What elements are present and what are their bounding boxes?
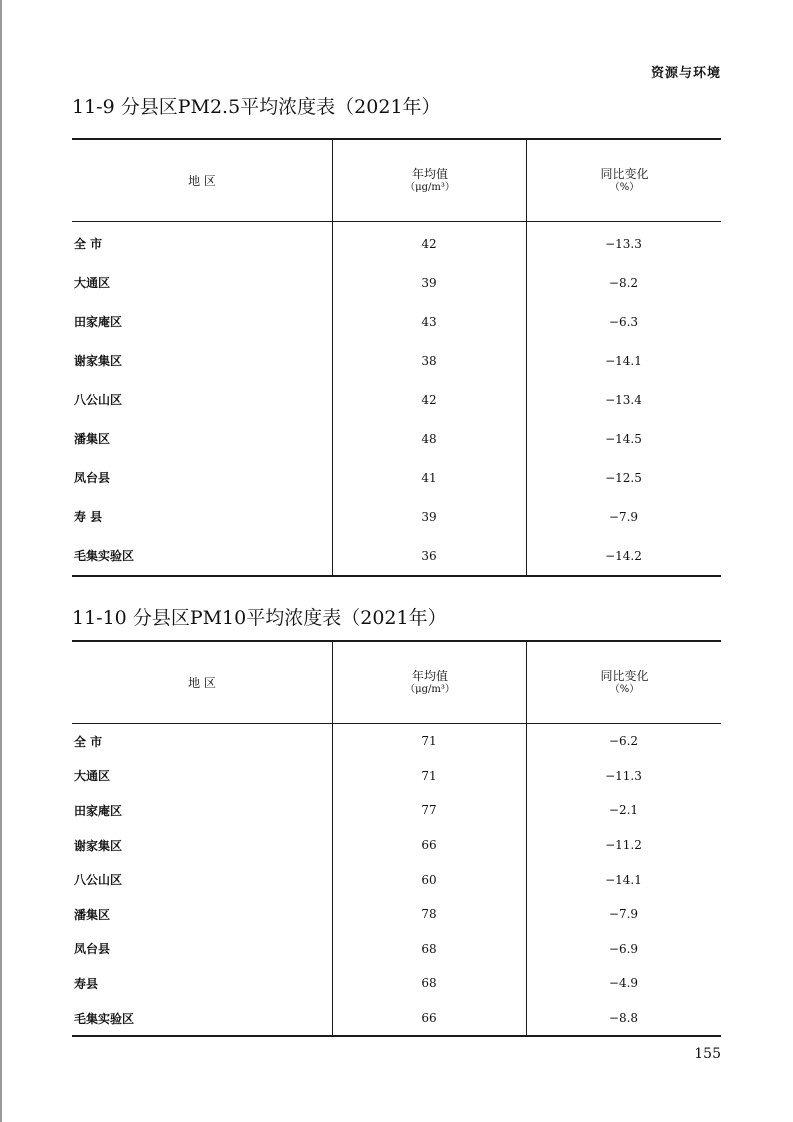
cell-value: 38 (421, 353, 437, 368)
table-row (72, 724, 721, 759)
header-area-label: 地 区 (188, 675, 216, 690)
cell-area: 八公山区 (74, 393, 123, 407)
table-row (72, 458, 721, 497)
header-change-label: 同比变化 (600, 668, 649, 683)
cell-change: −13.4 (605, 392, 642, 407)
header-change-label: 同比变化 (600, 166, 649, 181)
table-row (72, 380, 721, 419)
cell-change: −14.5 (605, 431, 642, 446)
table-row (72, 759, 721, 794)
header-change (526, 642, 722, 723)
cell-value: 71 (421, 734, 437, 749)
cell-area: 毛集实验区 (74, 549, 135, 563)
header-value (332, 140, 527, 221)
cell-value: 68 (421, 976, 437, 991)
cell-change: −12.5 (605, 470, 642, 485)
cell-change: −8.2 (608, 275, 639, 290)
cell-area: 田家庵区 (74, 803, 123, 818)
header-area-label: 地 区 (188, 173, 216, 188)
cell-area: 寿县 (74, 976, 99, 991)
table-row (72, 793, 721, 828)
header-area (72, 642, 332, 723)
cell-change: −11.3 (605, 768, 642, 783)
cell-value: 66 (421, 1011, 437, 1026)
table-title-pm10: 11-10 分县区PM10平均浓度表（2021年） (72, 607, 447, 629)
page-number: 155 (694, 1046, 721, 1062)
cell-value: 43 (421, 314, 437, 329)
cell-value: 41 (421, 470, 437, 485)
table-header (72, 640, 721, 724)
table-row (72, 302, 721, 341)
cell-area: 大通区 (74, 276, 111, 290)
cell-value: 66 (421, 838, 437, 853)
cell-area: 田家庵区 (74, 315, 123, 329)
cell-change: −13.3 (605, 236, 642, 251)
header-value-unit: （μg/m³） (405, 683, 455, 695)
cell-area: 大通区 (74, 769, 111, 784)
cell-value: 48 (421, 431, 437, 446)
cell-value: 78 (421, 907, 437, 922)
table-body (72, 222, 721, 577)
table-row (72, 897, 721, 932)
table-row (72, 966, 721, 1001)
table-body (72, 724, 721, 1037)
cell-change: −6.9 (608, 941, 639, 956)
cell-area: 全 市 (74, 734, 103, 749)
cell-area: 毛集实验区 (74, 1011, 135, 1026)
table-row (72, 341, 721, 380)
cell-change: −8.8 (608, 1011, 639, 1026)
page-edge-rule (0, 0, 2, 1122)
cell-change: −2.1 (608, 803, 639, 818)
cell-value: 39 (421, 509, 437, 524)
cell-change: −7.9 (608, 907, 639, 922)
cell-area: 八公山区 (74, 873, 123, 888)
header-change (526, 140, 722, 221)
cell-change: −11.2 (605, 838, 642, 853)
cell-area: 寿 县 (74, 510, 103, 524)
cell-change: −14.2 (605, 548, 642, 563)
table-header (72, 138, 721, 222)
section-header: 资源与环境 (650, 66, 721, 81)
table-row (72, 536, 721, 575)
cell-area: 凤台县 (74, 942, 111, 957)
table-row (72, 497, 721, 536)
header-value-label: 年均值 (411, 166, 448, 181)
table-row (72, 419, 721, 458)
cell-area: 潘集区 (74, 907, 111, 922)
table-pm10 (72, 640, 721, 1037)
cell-value: 68 (421, 941, 437, 956)
table-row (72, 1001, 721, 1036)
cell-change: −4.9 (608, 976, 639, 991)
cell-area: 凤台县 (74, 471, 111, 485)
cell-change: −6.2 (608, 734, 639, 749)
cell-area: 全 市 (74, 237, 103, 251)
table-row (72, 828, 721, 863)
header-area (72, 140, 332, 221)
cell-value: 42 (421, 392, 437, 407)
cell-value: 36 (421, 548, 437, 563)
header-change-unit: （%） (609, 181, 640, 193)
cell-value: 77 (421, 803, 437, 818)
header-value-label: 年均值 (411, 668, 448, 683)
table-title-pm25: 11-9 分县区PM2.5平均浓度表（2021年） (72, 96, 441, 118)
cell-change: −7.9 (608, 509, 639, 524)
header-value-unit: （μg/m³） (405, 181, 455, 193)
cell-value: 42 (421, 236, 437, 251)
cell-change: −14.1 (605, 353, 642, 368)
cell-value: 60 (421, 872, 437, 887)
cell-area: 谢家集区 (74, 354, 123, 368)
cell-area: 谢家集区 (74, 838, 123, 853)
cell-area: 潘集区 (74, 432, 111, 446)
header-change-unit: （%） (609, 683, 640, 695)
cell-value: 39 (421, 275, 437, 290)
cell-value: 71 (421, 768, 437, 783)
cell-change: −14.1 (605, 872, 642, 887)
table-row (72, 932, 721, 967)
table-pm25 (72, 138, 721, 577)
cell-change: −6.3 (608, 314, 639, 329)
table-row (72, 862, 721, 897)
table-row (72, 263, 721, 302)
header-value (332, 642, 527, 723)
table-row (72, 224, 721, 263)
